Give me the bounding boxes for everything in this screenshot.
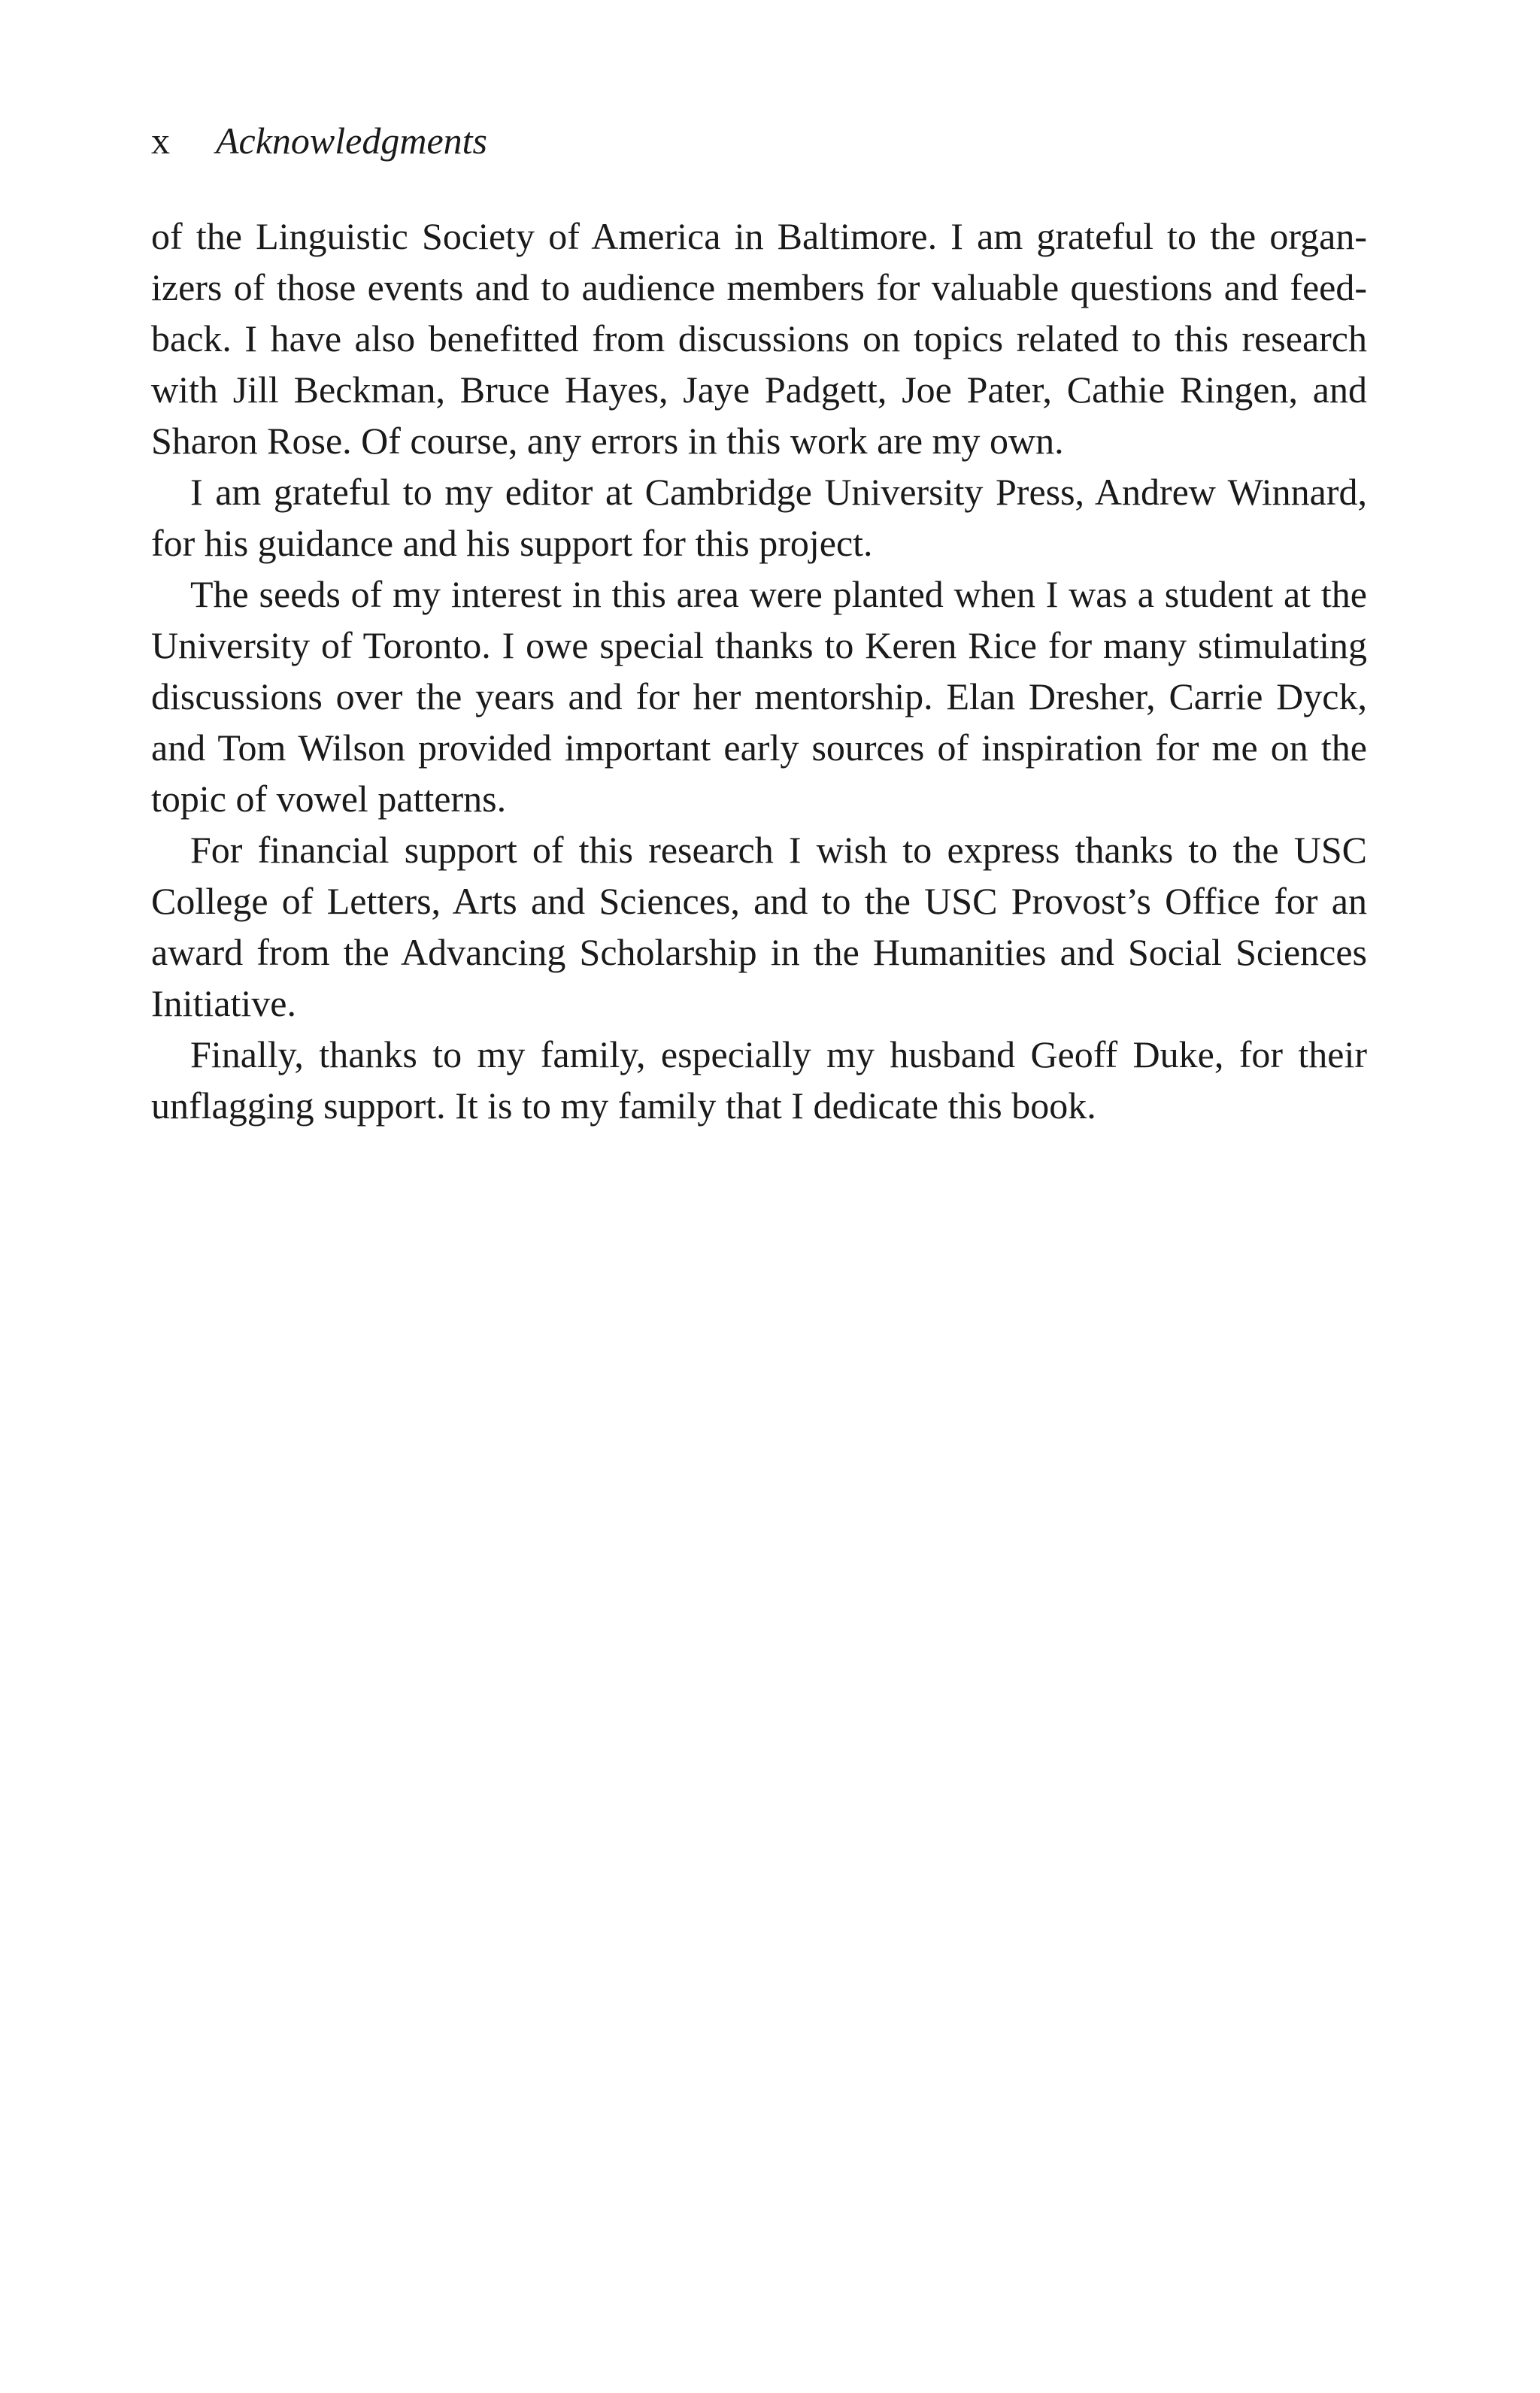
- text-line: award from the Advancing Scholarship in the Humanities and Social Sciences: [151, 931, 1367, 973]
- text-line: with Jill Beckman, Bruce Hayes, Jaye Padgett, Joe Pater, Cathie Ringen, and: [151, 369, 1367, 411]
- paragraph-first-line: I am grateful to my editor at Cambridge University Press, Andrew Winnard,: [190, 471, 1367, 513]
- paragraph-first-line: Finally, thanks to my family, especially my husband Geoff Duke, for their: [190, 1033, 1367, 1075]
- text-line: discussions over the years and for her mentorship. Elan Dresher, Carrie Dyck,: [151, 675, 1367, 717]
- text-line: unflagging support. It is to my family that I dedicate this book.: [151, 1084, 1096, 1127]
- running-head: [151, 114, 487, 167]
- text-line: Initiative.: [151, 982, 296, 1024]
- text-line: Sharon Rose. Of course, any errors in this work are my own.: [151, 420, 1064, 462]
- text-line: topic of vowel patterns.: [151, 778, 507, 820]
- text-line: back. I have also benefitted from discussions on topics related to this research: [151, 317, 1367, 359]
- text-line: for his guidance and his support for this project.: [151, 522, 873, 564]
- page-number: x: [151, 120, 170, 162]
- text-line: izers of those events and to audience members for valuable questions and feed-: [151, 266, 1367, 308]
- text-line: University of Toronto. I owe special thanks to Keren Rice for many stimulating: [151, 624, 1367, 666]
- text-line: and Tom Wilson provided important early sources of inspiration for me on the: [151, 726, 1367, 769]
- text-line: of the Linguistic Society of America in Baltimore. I am grateful to the organ-: [151, 215, 1367, 257]
- body-text: [151, 211, 1367, 1131]
- text-line: College of Letters, Arts and Sciences, and to the USC Provost’s Office for an: [151, 880, 1367, 922]
- paragraph-first-line: The seeds of my interest in this area were planted when I was a student at the: [190, 573, 1367, 615]
- paragraph-first-line: For financial support of this research I wish to express thanks to the USC: [190, 829, 1367, 871]
- running-head-title: Acknowledgments: [216, 120, 488, 162]
